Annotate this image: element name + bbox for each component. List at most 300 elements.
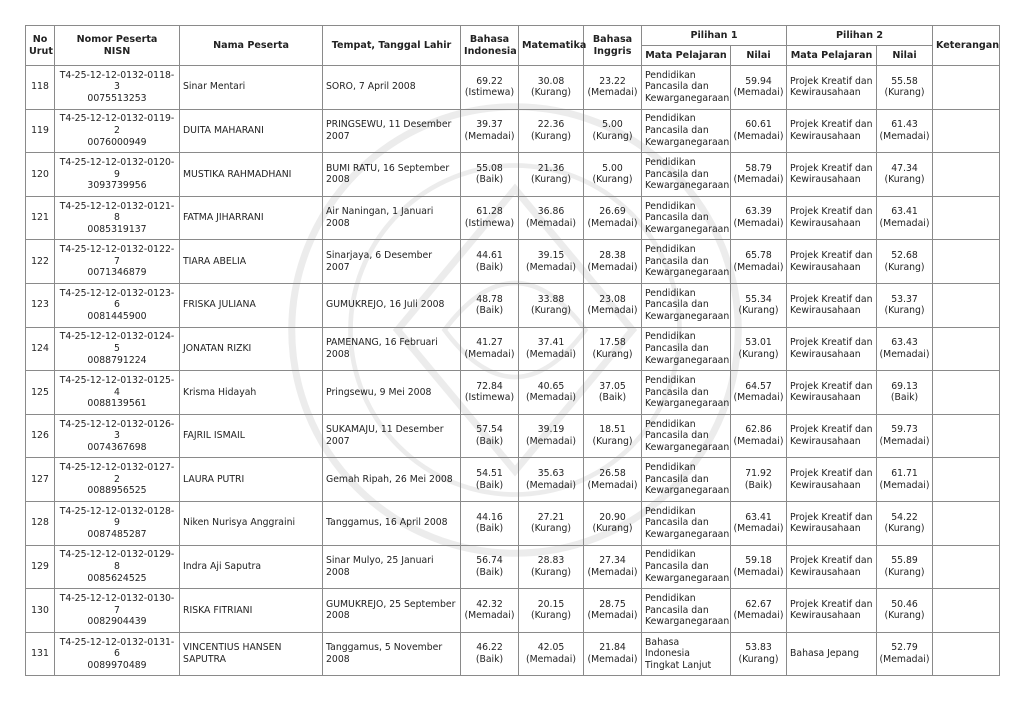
nama-text: TIARA ABELIA [183, 255, 247, 267]
header-pilihan-2: Pilihan 2 [787, 26, 933, 46]
no-text: 119 [31, 125, 49, 137]
cell-no-urut [26, 632, 55, 676]
bi-text: 55.08 [476, 162, 503, 174]
table-body [26, 66, 1000, 676]
bing-k-text: (Kurang) [592, 174, 633, 186]
p2-mapel-text: Projek Kreatif dan Kewirausahaan [790, 250, 873, 273]
p2-nilai-text: 53.37 [891, 293, 918, 305]
cell-p1-nilai [731, 371, 787, 415]
cell-p1-mata-pelajaran [642, 196, 731, 240]
bi-text: 57.54 [476, 424, 503, 436]
cell-p2-mata-pelajaran [787, 458, 877, 502]
header-nomor-peserta: Nomor Peserta NISN [55, 26, 180, 66]
nama-text: Sinar Mentari [183, 81, 246, 93]
cell-tempat-tanggal-lahir [323, 589, 461, 633]
no-text: 118 [31, 81, 49, 93]
cell-bahasa-indonesia [461, 501, 519, 545]
bing-k-text: (Memadai) [587, 610, 638, 622]
p2-k-text: (Memadai) [879, 479, 930, 491]
cell-matematika [519, 545, 584, 589]
p1-nilai-text: 62.67 [745, 598, 772, 610]
bing-text: 18.51 [599, 424, 626, 436]
p2-nilai-text: 69.13 [891, 380, 918, 392]
cell-bahasa-indonesia [461, 109, 519, 153]
nomor-text: T4-25-12-12-0132-0128-9 [59, 505, 175, 529]
bing-k-text: (Kurang) [592, 348, 633, 360]
header-no-urut: No Urut [26, 26, 55, 66]
cell-bahasa-inggris [584, 589, 642, 633]
cell-tempat-tanggal-lahir [323, 371, 461, 415]
cell-p2-nilai [877, 109, 933, 153]
cell-tempat-tanggal-lahir [323, 545, 461, 589]
bi-text: 46.22 [476, 642, 503, 654]
mat-k-text: (Memadai) [526, 218, 576, 230]
p1-mapel-text: Bahasa Indonesia Tingkat Lanjut [645, 636, 712, 671]
p1-k-text: (Memadai) [733, 566, 784, 578]
p1-k-text: (Memadai) [733, 218, 784, 230]
p1-mapel-text: Pendidikan Pancasila dan Kewarganegaraan [645, 69, 730, 105]
cell-no-urut [26, 589, 55, 633]
cell-p1-mata-pelajaran [642, 66, 731, 110]
cell-p1-nilai [731, 545, 787, 589]
p2-k-text: (Kurang) [884, 523, 925, 535]
cell-p2-mata-pelajaran [787, 589, 877, 633]
p1-nilai-text: 63.39 [745, 206, 772, 218]
ttl-text: Tanggamus, 5 November 2008 [326, 642, 443, 666]
table-row [26, 66, 1000, 110]
ttl-text: Gemah Ripah, 26 Mei 2008 [326, 473, 453, 485]
cell-keterangan [933, 327, 1000, 371]
cell-matematika [519, 66, 584, 110]
cell-keterangan [933, 589, 1000, 633]
bing-text: 28.75 [599, 598, 626, 610]
cell-keterangan [933, 283, 1000, 327]
bing-text: 5.00 [602, 162, 623, 174]
cell-no-urut [26, 501, 55, 545]
cell-keterangan [933, 414, 1000, 458]
cell-bahasa-indonesia [461, 371, 519, 415]
p1-nilai-text: 65.78 [745, 250, 772, 262]
cell-no-urut [26, 153, 55, 197]
cell-nomor-peserta [55, 458, 180, 502]
p2-nilai-text: 52.79 [891, 642, 918, 654]
ttl-text: Pringsewu, 9 Mei 2008 [326, 386, 432, 398]
cell-bahasa-inggris [584, 501, 642, 545]
table-row [26, 153, 1000, 197]
cell-p1-mata-pelajaran [642, 501, 731, 545]
cell-keterangan [933, 196, 1000, 240]
cell-bahasa-inggris [584, 109, 642, 153]
cell-bahasa-inggris [584, 458, 642, 502]
cell-matematika [519, 109, 584, 153]
cell-p1-nilai [731, 458, 787, 502]
cell-tempat-tanggal-lahir [323, 240, 461, 284]
bi-k-text: (Baik) [475, 436, 504, 448]
cell-nomor-peserta [55, 414, 180, 458]
cell-p1-mata-pelajaran [642, 458, 731, 502]
cell-p2-nilai [877, 327, 933, 371]
p1-mapel-text: Pendidikan Pancasila dan Kewarganegaraan [645, 375, 730, 410]
cell-nomor-peserta [55, 153, 180, 197]
p1-k-text: (Memadai) [733, 87, 784, 99]
p2-nilai-text: 63.43 [891, 337, 918, 349]
ttl-text: GUMUKREJO, 16 Juli 2008 [326, 299, 445, 311]
nisn-text: 3093739956 [87, 180, 147, 192]
bi-text: 56.74 [476, 555, 503, 567]
mat-k-text: (Memadai) [526, 479, 576, 491]
cell-p1-nilai [731, 414, 787, 458]
p1-nilai-text: 60.61 [745, 119, 772, 131]
cell-p2-nilai [877, 458, 933, 502]
header-matematika: Matematika [519, 26, 584, 66]
cell-bahasa-indonesia [461, 458, 519, 502]
cell-p1-nilai [731, 501, 787, 545]
nomor-text: T4-25-12-12-0132-0125-4 [59, 375, 175, 398]
p1-k-text: (Memadai) [733, 610, 784, 622]
ttl-text: Sinarjaya, 6 Desember 2007 [326, 250, 433, 273]
ttl-text: Air Naningan, 1 Januari 2008 [326, 206, 434, 230]
cell-p2-mata-pelajaran [787, 632, 877, 676]
cell-matematika [519, 327, 584, 371]
nisn-text: 0085319137 [87, 223, 147, 235]
nisn-text: 0088139561 [87, 398, 147, 410]
nisn-text: 0074367698 [87, 441, 147, 453]
header-p1-nilai: Nilai [731, 46, 787, 66]
cell-p1-mata-pelajaran [642, 240, 731, 284]
bi-text: 69.22 [476, 75, 503, 87]
p2-nilai-text: 54.22 [891, 511, 918, 523]
cell-p1-nilai [731, 283, 787, 327]
bi-k-text: (Baik) [475, 523, 504, 535]
mat-text: 39.19 [537, 424, 565, 436]
cell-p1-mata-pelajaran [642, 153, 731, 197]
p2-mapel-text: Projek Kreatif dan Kewirausahaan [790, 424, 873, 448]
cell-bahasa-inggris [584, 371, 642, 415]
bing-text: 37.05 [599, 380, 626, 392]
p1-nilai-text: 59.94 [745, 75, 772, 87]
cell-bahasa-indonesia [461, 153, 519, 197]
cell-nomor-peserta [55, 283, 180, 327]
mat-text: 27.21 [537, 511, 565, 523]
cell-bahasa-indonesia [461, 196, 519, 240]
p1-mapel-text: Pendidikan Pancasila dan Kewarganegaraan [645, 418, 730, 453]
cell-p1-mata-pelajaran [642, 414, 731, 458]
ttl-text: BUMI RATU, 16 September 2008 [326, 162, 450, 186]
cell-nama-peserta [180, 196, 323, 240]
cell-p1-nilai [731, 109, 787, 153]
cell-keterangan [933, 371, 1000, 415]
mat-k-text: (Kurang) [530, 523, 572, 535]
cell-tempat-tanggal-lahir [323, 458, 461, 502]
mat-text: 21.36 [537, 162, 565, 174]
cell-bahasa-inggris [584, 66, 642, 110]
ttl-text: GUMUKREJO, 25 September 2008 [326, 598, 456, 622]
bing-k-text: (Memadai) [587, 566, 638, 578]
bi-text: 39.37 [476, 119, 503, 131]
bing-k-text: (Memadai) [587, 218, 638, 230]
cell-bahasa-indonesia [461, 66, 519, 110]
bi-k-text: (Istimewa) [464, 392, 515, 404]
no-text: 128 [31, 517, 49, 529]
header-keterangan: Keterangan [933, 26, 1000, 66]
header-p2-mata-pelajaran: Mata Pelajaran [787, 46, 877, 66]
no-text: 127 [31, 473, 49, 485]
header-pilihan-1: Pilihan 1 [642, 26, 787, 46]
table-row [26, 109, 1000, 153]
cell-p2-nilai [877, 414, 933, 458]
p2-k-text: (Memadai) [879, 130, 930, 142]
cell-nomor-peserta [55, 196, 180, 240]
cell-p2-nilai [877, 240, 933, 284]
table-row [26, 240, 1000, 284]
mat-text: 40.65 [537, 380, 565, 392]
nisn-text: 0081445900 [87, 311, 147, 323]
cell-bahasa-inggris [584, 196, 642, 240]
mat-text: 22.36 [537, 119, 565, 131]
ttl-text: Sinar Mulyo, 25 Januari 2008 [326, 555, 434, 578]
cell-nomor-peserta [55, 327, 180, 371]
p2-nilai-text: 61.43 [891, 119, 918, 131]
cell-no-urut [26, 240, 55, 284]
participant-scores-table [25, 25, 1000, 676]
nama-text: DUITA MAHARANI [183, 125, 264, 137]
cell-p2-mata-pelajaran [787, 240, 877, 284]
nomor-text: T4-25-12-12-0132-0122-7 [59, 244, 175, 267]
p2-mapel-text: Projek Kreatif dan Kewirausahaan [790, 75, 873, 99]
cell-matematika [519, 458, 584, 502]
p2-nilai-text: 63.41 [891, 206, 918, 218]
table-row [26, 545, 1000, 589]
table-row [26, 371, 1000, 415]
cell-bahasa-inggris [584, 283, 642, 327]
mat-k-text: (Memadai) [526, 654, 576, 666]
no-text: 120 [31, 168, 49, 180]
cell-p1-mata-pelajaran [642, 589, 731, 633]
bi-text: 42.32 [476, 598, 503, 610]
cell-nama-peserta [180, 327, 323, 371]
cell-keterangan [933, 632, 1000, 676]
cell-p1-nilai [731, 589, 787, 633]
nama-text: FAJRIL ISMAIL [183, 430, 245, 442]
p1-nilai-text: 63.41 [745, 511, 772, 523]
nama-text: Indra Aji Saputra [183, 561, 262, 573]
mat-k-text: (Kurang) [530, 174, 572, 186]
cell-matematika [519, 414, 584, 458]
bi-k-text: (Baik) [475, 305, 504, 317]
mat-text: 36.86 [537, 206, 565, 218]
p2-k-text: (Kurang) [884, 174, 925, 186]
no-text: 123 [31, 299, 49, 311]
p2-mapel-text: Projek Kreatif dan Kewirausahaan [790, 380, 873, 404]
p2-nilai-text: 59.73 [891, 424, 918, 436]
p2-nilai-text: 55.58 [891, 75, 918, 87]
cell-matematika [519, 371, 584, 415]
bing-text: 21.84 [599, 642, 626, 654]
nomor-text: T4-25-12-12-0132-0118-3 [59, 69, 175, 93]
cell-bahasa-indonesia [461, 240, 519, 284]
nisn-text: 0088956525 [87, 485, 147, 497]
cell-matematika [519, 589, 584, 633]
cell-p2-nilai [877, 632, 933, 676]
cell-p1-mata-pelajaran [642, 545, 731, 589]
cell-nomor-peserta [55, 109, 180, 153]
p1-k-text: (Memadai) [733, 261, 784, 273]
cell-nomor-peserta [55, 632, 180, 676]
cell-nama-peserta [180, 283, 323, 327]
bi-k-text: (Baik) [475, 479, 504, 491]
cell-nama-peserta [180, 240, 323, 284]
cell-p1-mata-pelajaran [642, 371, 731, 415]
p1-mapel-text: Pendidikan Pancasila dan Kewarganegaraan [645, 113, 730, 148]
no-text: 129 [31, 561, 49, 573]
nomor-text: T4-25-12-12-0132-0127-2 [59, 462, 175, 485]
cell-bahasa-inggris [584, 545, 642, 589]
p1-k-text: (Kurang) [738, 348, 779, 360]
bing-k-text: (Kurang) [592, 130, 633, 142]
cell-p1-nilai [731, 196, 787, 240]
mat-text: 28.83 [537, 555, 565, 567]
bing-k-text: (Kurang) [592, 436, 633, 448]
p2-nilai-text: 55.89 [891, 555, 918, 567]
mat-k-text: (Memadai) [526, 392, 576, 404]
p1-k-text: (Kurang) [738, 654, 779, 666]
cell-nama-peserta [180, 589, 323, 633]
cell-tempat-tanggal-lahir [323, 153, 461, 197]
mat-k-text: (Memadai) [526, 261, 576, 273]
bi-k-text: (Memadai) [464, 130, 515, 142]
cell-bahasa-indonesia [461, 589, 519, 633]
cell-p2-nilai [877, 153, 933, 197]
cell-keterangan [933, 109, 1000, 153]
cell-p2-mata-pelajaran [787, 501, 877, 545]
p2-k-text: (Memadai) [879, 218, 930, 230]
mat-text: 35.63 [537, 468, 565, 480]
mat-k-text: (Kurang) [530, 305, 572, 317]
nisn-text: 0085624525 [87, 572, 147, 584]
bing-text: 26.69 [599, 206, 626, 218]
cell-tempat-tanggal-lahir [323, 414, 461, 458]
ttl-text: PRINGSEWU, 11 Desember 2007 [326, 119, 452, 142]
nama-text: FRISKA JULIANA [183, 299, 256, 311]
cell-no-urut [26, 458, 55, 502]
bing-text: 5.00 [602, 119, 623, 131]
bi-text: 61.28 [476, 206, 503, 218]
cell-bahasa-indonesia [461, 414, 519, 458]
cell-bahasa-indonesia [461, 632, 519, 676]
cell-p2-nilai [877, 196, 933, 240]
nisn-text: 0087485287 [87, 529, 147, 541]
p1-mapel-text: Pendidikan Pancasila dan Kewarganegaraan [645, 462, 730, 497]
p2-mapel-text: Bahasa Jepang [790, 648, 860, 660]
no-text: 121 [31, 212, 49, 224]
table-row [26, 327, 1000, 371]
cell-nomor-peserta [55, 240, 180, 284]
bing-text: 23.08 [599, 293, 626, 305]
cell-tempat-tanggal-lahir [323, 501, 461, 545]
bing-k-text: (Baik) [598, 392, 627, 404]
nama-text: Krisma Hidayah [183, 386, 257, 398]
bi-text: 44.16 [476, 511, 503, 523]
nisn-text: 0076000949 [87, 136, 147, 148]
cell-nomor-peserta [55, 545, 180, 589]
bing-k-text: (Memadai) [587, 654, 638, 666]
cell-p2-mata-pelajaran [787, 414, 877, 458]
p2-k-text: (Kurang) [884, 87, 925, 99]
nomor-text: T4-25-12-12-0132-0126-3 [59, 418, 175, 442]
cell-p2-nilai [877, 501, 933, 545]
p1-nilai-text: 59.18 [745, 555, 772, 567]
p1-nilai-text: 53.83 [745, 642, 772, 654]
cell-nama-peserta [180, 153, 323, 197]
cell-nomor-peserta [55, 66, 180, 110]
no-text: 130 [31, 604, 49, 616]
p1-k-text: (Memadai) [733, 436, 784, 448]
no-text: 131 [31, 648, 49, 660]
bi-k-text: (Memadai) [464, 610, 515, 622]
cell-tempat-tanggal-lahir [323, 66, 461, 110]
cell-keterangan [933, 458, 1000, 502]
p1-mapel-text: Pendidikan Pancasila dan Kewarganegaraan [645, 200, 730, 235]
p1-nilai-text: 53.01 [745, 337, 772, 349]
cell-tempat-tanggal-lahir [323, 283, 461, 327]
table-row [26, 501, 1000, 545]
cell-p2-mata-pelajaran [787, 545, 877, 589]
nisn-text: 0088791224 [87, 354, 147, 366]
p1-k-text: (Memadai) [733, 130, 784, 142]
bi-text: 54.51 [476, 468, 503, 480]
no-text: 125 [31, 386, 49, 398]
p2-mapel-text: Projek Kreatif dan Kewirausahaan [790, 293, 873, 317]
p2-nilai-text: 50.46 [891, 598, 918, 610]
bing-k-text: (Memadai) [587, 87, 638, 99]
cell-bahasa-inggris [584, 414, 642, 458]
p2-k-text: (Kurang) [884, 610, 925, 622]
nama-text: RISKA FITRIANI [183, 604, 253, 616]
p1-nilai-text: 55.34 [745, 293, 772, 305]
mat-k-text: (Kurang) [530, 87, 572, 99]
cell-p1-nilai [731, 240, 787, 284]
cell-nama-peserta [180, 501, 323, 545]
cell-keterangan [933, 501, 1000, 545]
nama-text: JONATAN RIZKI [183, 343, 252, 355]
bi-text: 48.78 [476, 293, 503, 305]
header-p2-nilai: Nilai [877, 46, 933, 66]
cell-no-urut [26, 196, 55, 240]
bing-text: 27.34 [599, 555, 626, 567]
nama-text: FATMA JIHARRANI [183, 212, 264, 224]
mat-text: 42.05 [537, 642, 565, 654]
bing-k-text: (Memadai) [587, 261, 638, 273]
bi-k-text: (Baik) [475, 261, 504, 273]
cell-p1-nilai [731, 66, 787, 110]
no-text: 122 [31, 255, 49, 267]
p1-mapel-text: Pendidikan Pancasila dan Kewarganegaraan [645, 331, 730, 366]
bing-text: 17.58 [599, 337, 626, 349]
p1-nilai-text: 58.79 [745, 162, 772, 174]
header-p1-mata-pelajaran: Mata Pelajaran [642, 46, 731, 66]
nomor-text: T4-25-12-12-0132-0124-5 [59, 331, 175, 355]
mat-text: 39.15 [537, 250, 565, 262]
nisn-text: 0071346879 [87, 267, 147, 279]
cell-matematika [519, 153, 584, 197]
mat-text: 30.08 [537, 75, 565, 87]
mat-text: 37.41 [537, 337, 565, 349]
cell-nomor-peserta [55, 371, 180, 415]
mat-text: 33.88 [537, 293, 565, 305]
p2-nilai-text: 52.68 [891, 250, 918, 262]
p2-mapel-text: Projek Kreatif dan Kewirausahaan [790, 206, 873, 230]
ttl-text: SORO, 7 April 2008 [326, 81, 416, 93]
